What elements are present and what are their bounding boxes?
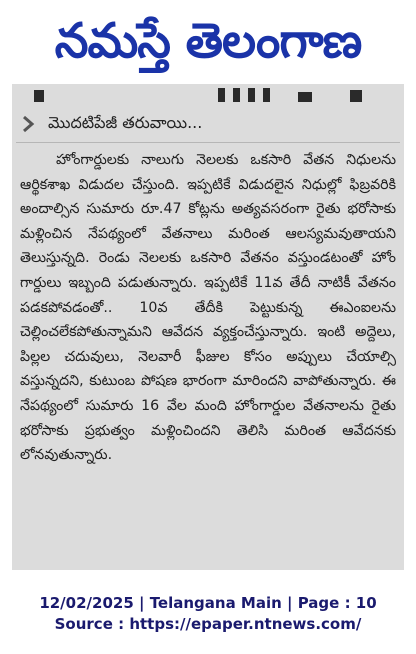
continued-from-front-page <box>20 112 202 136</box>
article-clipping <box>12 84 404 570</box>
date-edition-page-caption: 12/02/2025 | Telangana Main | Page : 10 <box>39 594 377 612</box>
source-url-caption: Source : https://epaper.ntnews.com/ <box>54 615 362 633</box>
cut-off-headline-fragment <box>30 84 370 102</box>
masthead <box>0 0 416 82</box>
divider <box>16 142 400 143</box>
article-body: హోంగార్డులకు నాలుగు నెలలకు ఒకసారి వేతన నిధులను ఆర్థికశాఖ విడుదల చేస్తుంది. ఇప్పటికే విడుదలైన నిధుల్లో ఫిబ్రవరికి అందాల్సిన సుమారు రూ.47 కోట్లను అత్యవసరంగా రైతు భరోసాకు మళ్లించిన నేపథ్యంలో వేతనాలు మరింత ఆలస్యమవుతాయని తెలుస్తున్నది. రెండు నెలలకు ఒకసారి వేతనం వస్తుండటంతో హోం గార్డులు ఇబ్బంది పడుతున్నారు. ఇప్పటికే 11వ తేదీ నాటికీ వేతనం పడకపోవడంతో.. 10వ తేదీకి పెట్టుకున్న ఈఎంఐలను చెల్లించలేకపోతున్నామని ఆవేదన వ్యక్తంచేస్తున్నారు. ఇంటి అద్దెలు, పిల్లల చదువులు, నెలవారీ ఫీజుల కోసం అప్పులు చేయాల్సి వస్తున్నదని, కుటుంబ పోషణ భారంగా మారిందని వాపోతున్నారు. ఈ నేపథ్యంలో సుమారు 16 వేల మంది హోంగార్డుల వేతనాలను రైతు భరోసాకు ప్రభుత్వం మళ్లించిందని తెలిసి మరింత ఆవేదనకు లోనవుతున్నారు. <box>20 152 396 464</box>
continued-label: మొదటిపేజీ తరువాయి... <box>48 112 203 132</box>
chevron-right-icon <box>20 115 38 133</box>
cut-off-text-glyphs <box>30 84 370 102</box>
newspaper-logo-title: నమస్తే తెలంగాణ <box>54 13 362 69</box>
